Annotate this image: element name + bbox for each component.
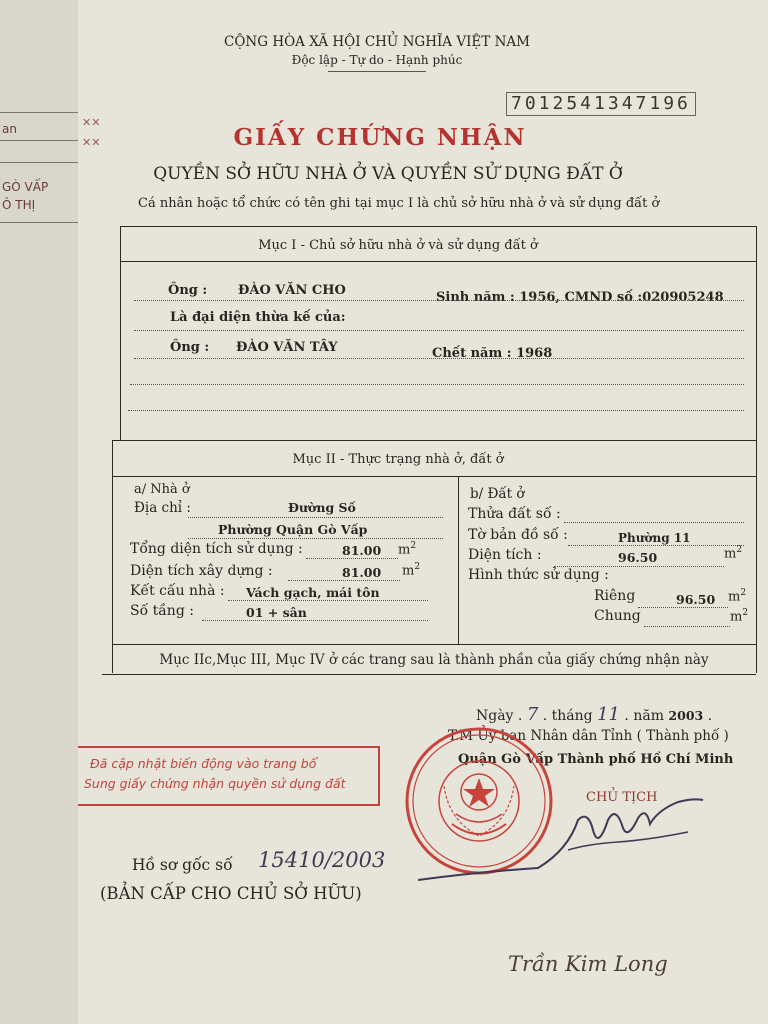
authority-line-2: Quận Gò Vấp Thành phố Hồ Chí Minh [458, 752, 734, 767]
total-area-label: Tổng diện tích sử dụng : [130, 541, 303, 557]
house-section-label: a/ Nhà ở [134, 482, 190, 497]
owner-birth-id: Sinh năm : 1956, CMND số :020905248 [436, 290, 724, 305]
file-number: 15410/2003 [258, 848, 386, 872]
plot-number-label: Thửa đất số : [468, 506, 561, 522]
deceased-death-year: Chết năm : 1968 [432, 346, 553, 361]
total-area-unit: $m^2$ [398, 541, 417, 558]
usage-form-label: Hình thức sử dụng : [468, 567, 609, 583]
signer-role: CHỦ TỊCH [586, 790, 658, 805]
floors-label: Số tầng : [130, 603, 194, 619]
section2-footer-note: Mục IIc,Mục III, Mục IV ở các trang sau là thành phần của giấy chứng nhận này [159, 652, 709, 668]
country-name: CỘNG HÒA XÃ HỘI CHỦ NGHĨA VIỆT NAM [224, 34, 530, 50]
edge-decoration: ✕✕ [82, 116, 101, 129]
certificate-note: Cá nhân hoặc tổ chức có tên ghi tại mục I là chủ sở hữu nhà ở và sử dụng đất ở [138, 196, 660, 211]
update-stamp [78, 746, 380, 806]
date-line: Ngày . 7 . tháng 11 . năm 2003 . [476, 704, 713, 725]
address-street: Đường Số [288, 500, 356, 515]
update-stamp-line-1: Đã cập nhật biến động vào trang bổ [90, 756, 317, 771]
map-sheet-label: Tờ bản đồ số : [468, 527, 568, 543]
structure-label: Kết cấu nhà : [130, 583, 225, 599]
land-area-label: Diện tích : [468, 547, 542, 563]
adjacent-page [0, 0, 80, 1024]
shared-use-label: Chung [594, 608, 641, 624]
heir-label: Là đại diện thừa kế của: [170, 310, 346, 325]
owner-prefix: Ông : [168, 283, 208, 298]
owner-name: ĐÀO VĂN CHO [238, 283, 346, 298]
deceased-prefix: Ông : [170, 340, 210, 355]
private-use-value: 96.50 [676, 592, 716, 607]
update-stamp-line-2: Sung giấy chứng nhận quyền sử dụng đất [84, 776, 346, 791]
built-area-unit: $m^2$ [402, 562, 421, 579]
private-use-unit: $m^2$ [728, 588, 747, 605]
total-area-value: 81.00 [342, 543, 382, 558]
address-ward: Phường [218, 522, 272, 537]
section2-heading: Mục II - Thực trạng nhà ở, đất ở [292, 452, 504, 467]
address-district: Quận Gò Vấp [276, 522, 368, 537]
edge-decoration: ✕✕ [82, 136, 101, 149]
certificate-number: 7012541347196 [506, 92, 696, 116]
left-page-text-3: Ô THỊ [2, 198, 36, 212]
certificate-title: GIẤY CHỨNG NHẬN [233, 124, 527, 151]
left-page-text-2: GÒ VẤP [2, 180, 49, 194]
national-motto: Độc lập - Tự do - Hạnh phúc [291, 53, 463, 67]
left-page-text-1: an [2, 122, 17, 136]
authority-line-1: T.M Ủy ban Nhân dân Tỉnh ( Thành phố ) [448, 728, 729, 744]
shared-use-unit: $m^2$ [730, 608, 749, 625]
signer-name: Trần Kim Long [508, 952, 668, 976]
signature [418, 780, 708, 900]
file-number-label: Hồ sơ gốc số [132, 856, 233, 874]
floors-value: 01 + sân [246, 605, 307, 620]
land-area-unit: $m^2$ [724, 545, 743, 562]
built-area-label: Diện tích xây dựng : [130, 563, 273, 579]
section1-heading: Mục I - Chủ sở hữu nhà ở và sử dụng đất ở [258, 238, 538, 253]
structure-value: Vách gạch, mái tôn [246, 585, 380, 600]
owner-copy-note: (BẢN CẤP CHO CHỦ SỞ HỮU) [100, 884, 362, 903]
map-sheet-ward: Phường 11 [618, 531, 691, 545]
built-area-value: 81.00 [342, 565, 382, 580]
private-use-label: Riêng [594, 588, 636, 604]
address-label: Địa chỉ : [134, 500, 191, 516]
deceased-name: ĐÀO VĂN TÂY [236, 340, 338, 355]
land-area-value: 96.50 [618, 550, 658, 565]
certificate-subtitle: QUYỀN SỞ HỮU NHÀ Ở VÀ QUYỀN SỬ DỤNG ĐẤT Ở [153, 164, 623, 184]
certificate-sheet [78, 0, 768, 1024]
land-section-label: b/ Đất ở [470, 486, 525, 502]
